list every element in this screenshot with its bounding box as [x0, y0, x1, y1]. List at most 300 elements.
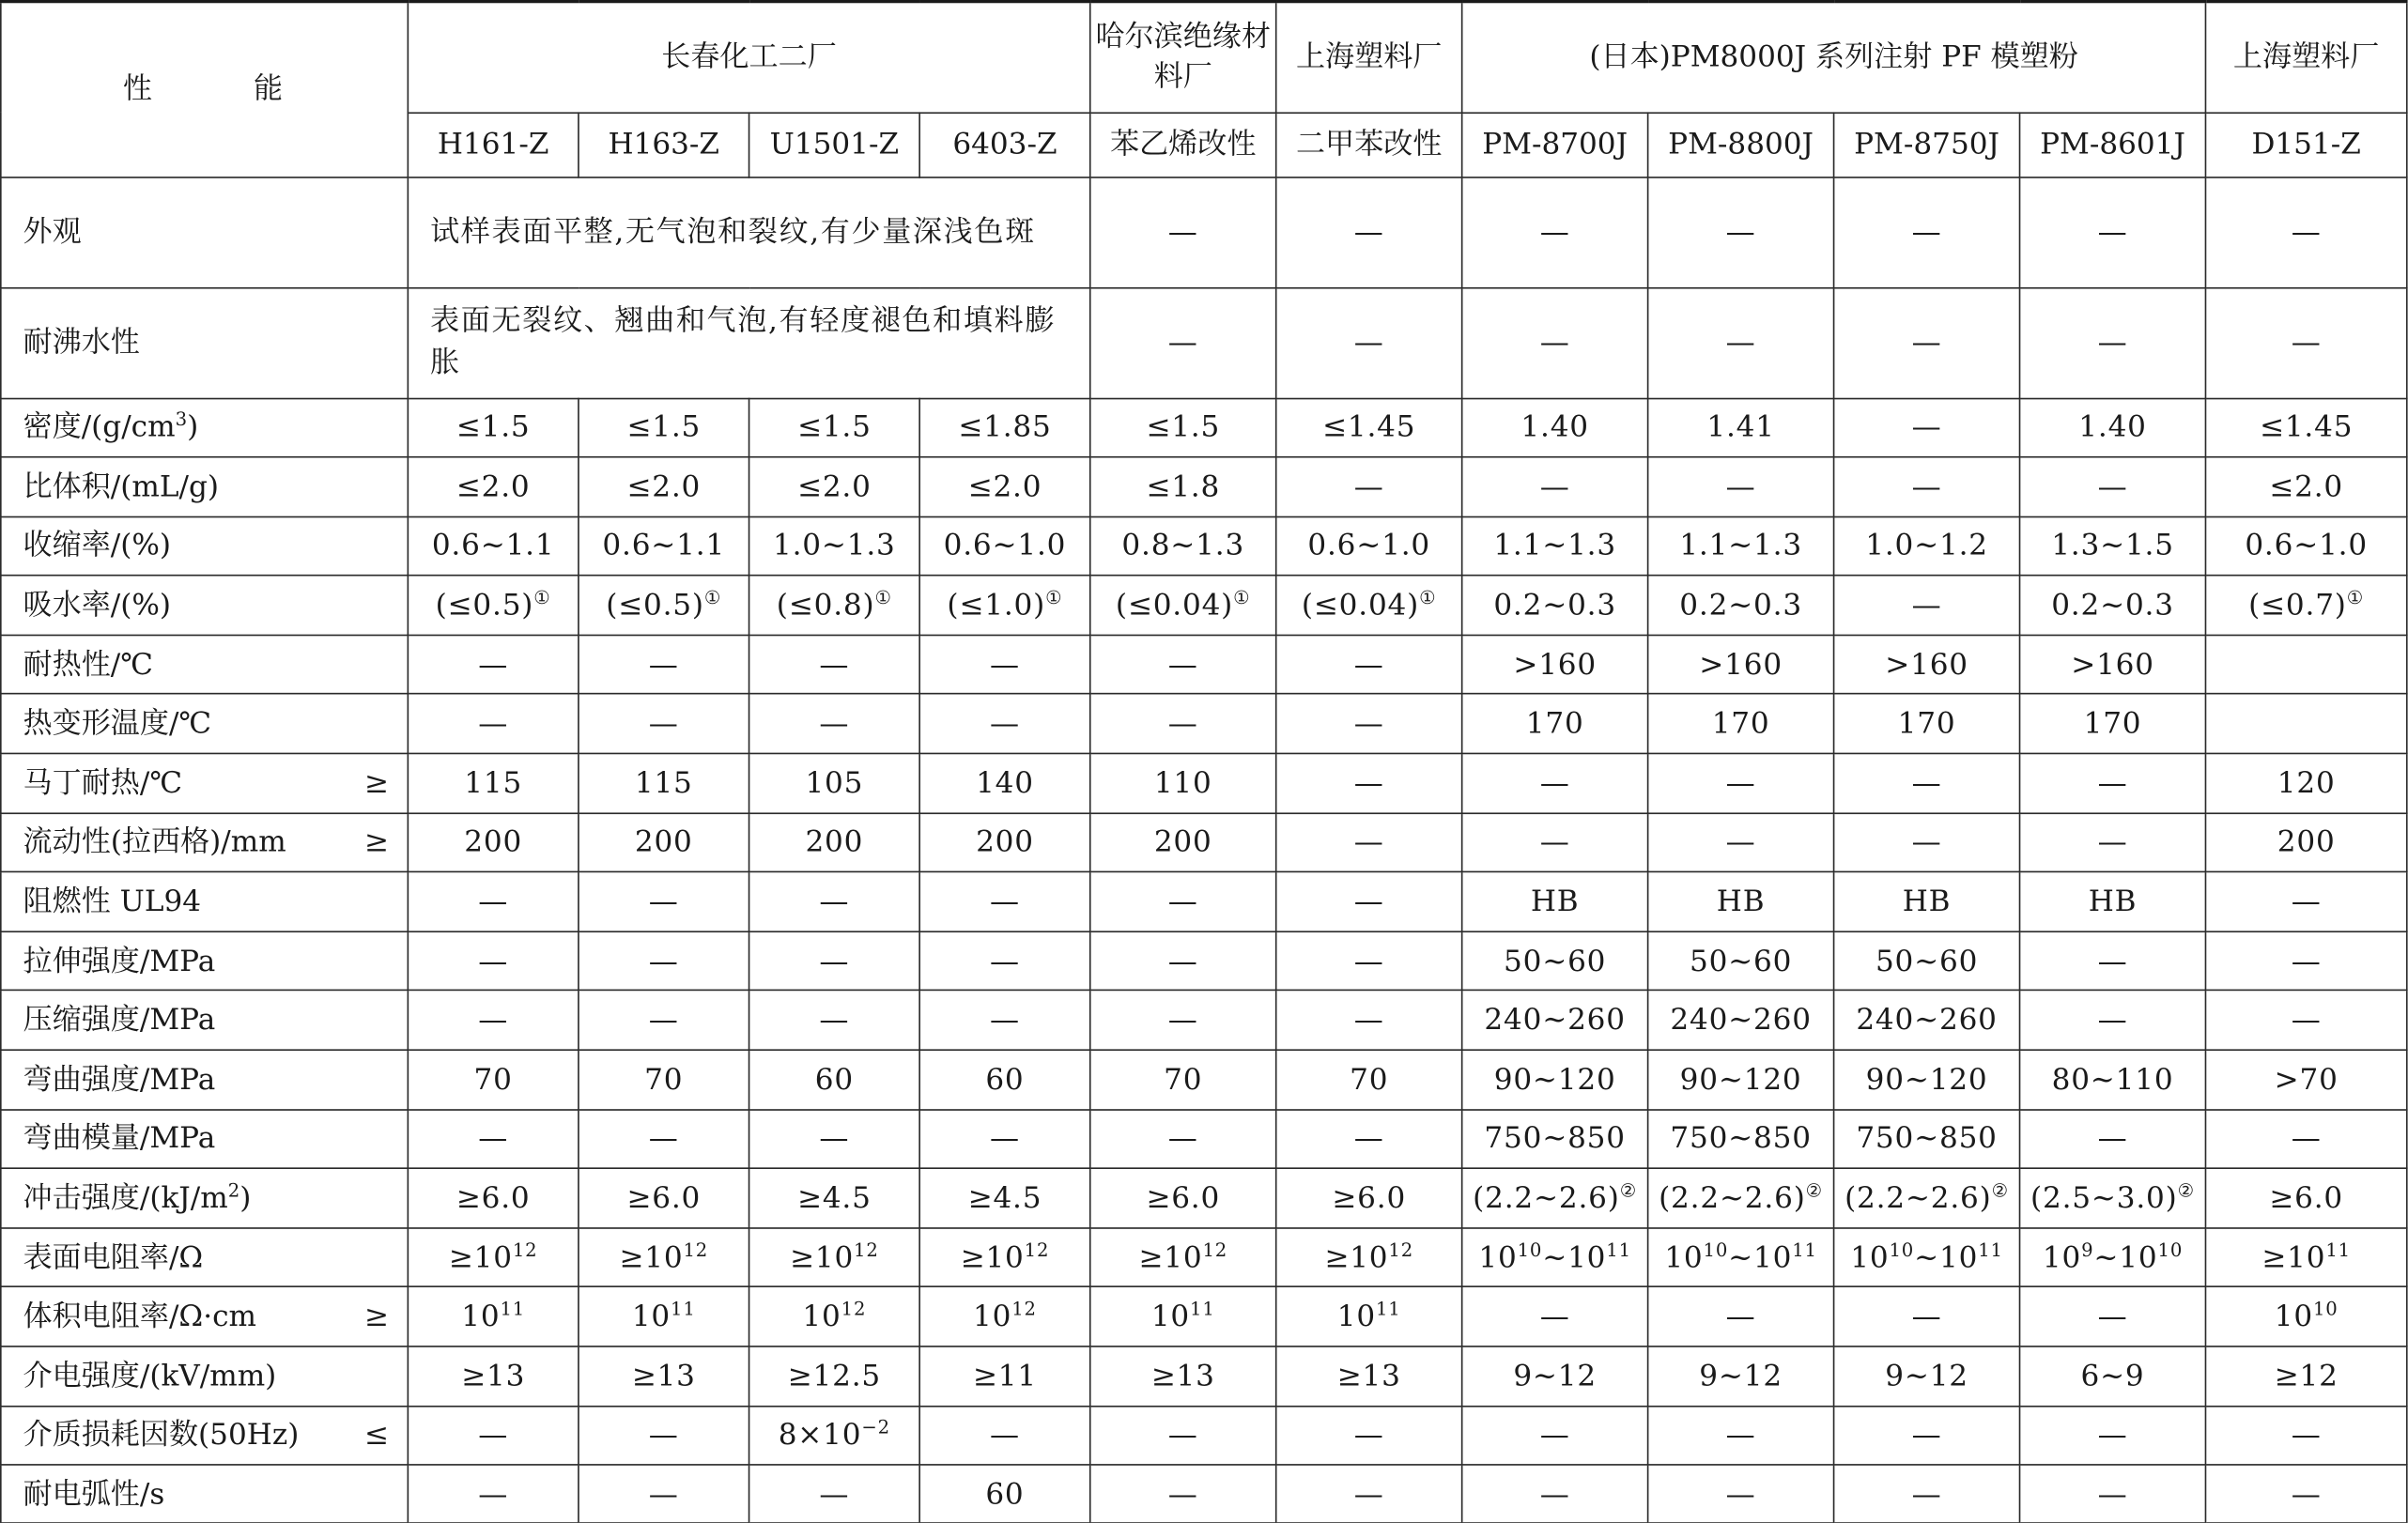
- value-cell: [1648, 1228, 1834, 1287]
- header-grade: PM-8601J: [2020, 112, 2206, 177]
- value-cell: HB: [2020, 872, 2206, 931]
- value-cell: [749, 576, 920, 635]
- property-name: 耐热性/℃: [23, 647, 154, 682]
- value-cell: >160: [1462, 635, 1648, 694]
- value-superscript: ②: [1619, 1179, 1638, 1202]
- property-name: 体积电阻率/Ω·cm: [23, 1300, 256, 1334]
- value-text: 10: [461, 1300, 501, 1334]
- value-superscript: ②: [1991, 1179, 2010, 1202]
- value-superscript: ①: [1419, 587, 1437, 608]
- value-cell: 0.8~1.3: [1090, 516, 1276, 576]
- value-superscript: 11: [1606, 1238, 1631, 1261]
- value-text: (2.2~2.6): [1845, 1181, 1992, 1216]
- header-grade: 6403-Z: [919, 112, 1090, 177]
- value-cell: [579, 576, 749, 635]
- value-superscript: ①: [533, 587, 551, 608]
- value-text: ~10: [1914, 1240, 1979, 1275]
- table-row: [1, 635, 2407, 694]
- value-text: ≥10: [789, 1240, 855, 1275]
- row-property-label: [1, 177, 409, 287]
- value-cell: ≤1.85: [919, 398, 1090, 457]
- value-cell: 170: [1648, 694, 1834, 753]
- value-cell: —: [2020, 813, 2206, 872]
- value-cell: 200: [408, 813, 579, 872]
- row-property-label: [1, 398, 409, 457]
- value-cell: —: [1276, 931, 1462, 991]
- value-cell: [1834, 1169, 2020, 1228]
- value-cell: —: [2020, 1406, 2206, 1465]
- value-cell: —: [1834, 1287, 2020, 1346]
- value-cell: —: [1834, 1465, 2020, 1523]
- value-cell: —: [1462, 754, 1648, 813]
- value-text: (2.2~2.6): [1659, 1181, 1806, 1216]
- table-row: [1, 576, 2407, 635]
- value-cell: —: [749, 872, 920, 931]
- property-name: 流动性(拉西格)/mm: [23, 825, 286, 860]
- value-cell: 0.2~0.3: [1648, 576, 1834, 635]
- comparison-sign: ≥: [363, 1300, 389, 1334]
- value-cell: [919, 1228, 1090, 1287]
- value-superscript: 12: [512, 1238, 538, 1261]
- value-cell: —: [1834, 457, 2020, 516]
- value-cell: 60: [919, 1050, 1090, 1109]
- header-property: 性 能: [1, 2, 409, 177]
- header-grade: U1501-Z: [749, 112, 920, 177]
- value-cell: ≥6.0: [1276, 1169, 1462, 1228]
- value-text: (≤0.5): [435, 588, 534, 623]
- value-superscript: ①: [703, 587, 722, 608]
- value-text: (≤0.04): [1115, 588, 1234, 623]
- value-cell: [2206, 576, 2407, 635]
- value-superscript: ②: [1805, 1179, 1824, 1202]
- value-cell: [1462, 1169, 1648, 1228]
- value-cell: —: [1090, 287, 1276, 398]
- value-cell: 240~260: [1648, 991, 1834, 1050]
- property-unit-exponent: 3: [175, 408, 188, 431]
- property-name: 热变形温度/℃: [23, 706, 212, 741]
- value-cell: —: [579, 694, 749, 753]
- value-cell: —: [1648, 177, 1834, 287]
- value-cell: —: [749, 1109, 920, 1168]
- property-name: 介质损耗因数(50Hz): [23, 1418, 300, 1453]
- value-cell: ≥13: [408, 1346, 579, 1406]
- value-cell: —: [919, 931, 1090, 991]
- value-cell: —: [2206, 872, 2407, 931]
- table-row: [1, 991, 2407, 1050]
- value-cell: —: [2206, 991, 2407, 1050]
- property-name: 阻燃性 UL94: [23, 885, 202, 919]
- value-cell: 750~850: [1648, 1109, 1834, 1168]
- property-name: 吸水率/(%): [23, 588, 172, 623]
- value-cell: —: [2020, 457, 2206, 516]
- comparison-sign: ≤: [363, 1418, 389, 1453]
- value-cell: [2020, 1228, 2206, 1287]
- value-cell: 240~260: [1462, 991, 1648, 1050]
- value-cell: 50~60: [1648, 931, 1834, 991]
- value-cell: —: [1462, 1465, 1648, 1523]
- value-cell: —: [1462, 813, 1648, 872]
- property-name: 耐沸水性: [23, 325, 140, 360]
- property-name: 弯曲模量/MPa: [23, 1121, 216, 1156]
- value-cell: ≥6.0: [1090, 1169, 1276, 1228]
- value-cell: —: [1276, 872, 1462, 931]
- value-cell: —: [1648, 754, 1834, 813]
- value-text: 10: [631, 1300, 671, 1334]
- value-cell: [1276, 576, 1462, 635]
- value-superscript: ①: [1233, 587, 1251, 608]
- value-cell: ≤1.5: [579, 398, 749, 457]
- value-cell: —: [2020, 177, 2206, 287]
- value-cell: —: [1834, 1406, 2020, 1465]
- value-cell: >160: [2020, 635, 2206, 694]
- value-cell: 1.3~1.5: [2020, 516, 2206, 576]
- header-grade: H163-Z: [579, 112, 749, 177]
- value-cell: [408, 1228, 579, 1287]
- value-cell: —: [1090, 1465, 1276, 1523]
- value-cell: —: [749, 1465, 920, 1523]
- value-cell: 110: [1090, 754, 1276, 813]
- value-cell: [2206, 635, 2407, 694]
- value-cell: 0.2~0.3: [2020, 576, 2206, 635]
- value-cell: 80~110: [2020, 1050, 2206, 1109]
- value-superscript: ①: [874, 587, 892, 608]
- value-text: (≤1.0): [947, 588, 1046, 623]
- value-cell: 1.41: [1648, 398, 1834, 457]
- value-cell: —: [408, 1465, 579, 1523]
- value-cell: —: [749, 694, 920, 753]
- value-cell: 170: [2020, 694, 2206, 753]
- value-cell: ≥4.5: [919, 1169, 1090, 1228]
- property-name: 密度/(g/cm: [23, 410, 176, 445]
- table-row: [1, 398, 2407, 457]
- value-cell: —: [579, 872, 749, 931]
- value-text: 10: [1850, 1240, 1890, 1275]
- value-cell: —: [1090, 694, 1276, 753]
- value-cell: ≥12.5: [749, 1346, 920, 1406]
- property-name: 表面电阻率/Ω: [23, 1240, 204, 1275]
- value-cell: [2206, 694, 2407, 753]
- value-cell: —: [2206, 931, 2407, 991]
- value-cell: —: [1276, 694, 1462, 753]
- value-cell: 200: [579, 813, 749, 872]
- value-cell: ≥13: [1090, 1346, 1276, 1406]
- value-cell: —: [1090, 635, 1276, 694]
- value-cell: [749, 1406, 920, 1465]
- header-group-harbin: 哈尔滨绝缘材料厂: [1090, 2, 1276, 113]
- value-cell: 0.2~0.3: [1462, 576, 1648, 635]
- header-grade: 二甲苯改性: [1276, 112, 1462, 177]
- value-cell: —: [1462, 1406, 1648, 1465]
- row-property-label: [1, 694, 409, 753]
- value-cell: —: [1834, 576, 2020, 635]
- row-property-label: [1, 576, 409, 635]
- value-cell: —: [1462, 177, 1648, 287]
- row-property-label: [1, 1169, 409, 1228]
- value-superscript: 12: [683, 1238, 709, 1261]
- value-cell: 6~9: [2020, 1346, 2206, 1406]
- value-cell: 1.1~1.3: [1648, 516, 1834, 576]
- value-cell: —: [1276, 635, 1462, 694]
- value-cell: [919, 1287, 1090, 1346]
- value-text: ~10: [2093, 1240, 2158, 1275]
- value-superscript: ①: [1045, 587, 1063, 608]
- value-text: ≥10: [960, 1240, 1025, 1275]
- value-text: 10: [1664, 1240, 1704, 1275]
- value-cell: —: [1462, 1287, 1648, 1346]
- value-cell: [2020, 1169, 2206, 1228]
- value-cell: ≤2.0: [2206, 457, 2407, 516]
- value-cell: —: [2206, 1406, 2407, 1465]
- comparison-sign: ≥: [363, 825, 389, 860]
- value-text: 10: [1336, 1300, 1376, 1334]
- value-cell: 200: [919, 813, 1090, 872]
- table-row: [1, 1406, 2407, 1465]
- value-cell: ≤2.0: [408, 457, 579, 516]
- value-cell: [1462, 1228, 1648, 1287]
- value-cell: —: [919, 694, 1090, 753]
- value-cell: 1.40: [2020, 398, 2206, 457]
- value-superscript: 10: [1889, 1238, 1915, 1261]
- property-name: 冲击强度/(kJ/m: [23, 1181, 228, 1216]
- value-cell: —: [749, 991, 920, 1050]
- row-property-label: [1, 635, 409, 694]
- table-row: [1, 287, 2407, 398]
- merged-description-cell: 表面无裂纹、翘曲和气泡,有轻度褪色和填料膨胀: [408, 287, 1089, 398]
- value-superscript: 9: [2081, 1238, 2094, 1261]
- value-text: ≥10: [1324, 1240, 1389, 1275]
- table-row: [1, 931, 2407, 991]
- value-superscript: 12: [841, 1298, 867, 1320]
- table-row: [1, 754, 2407, 813]
- value-cell: ≤1.5: [749, 398, 920, 457]
- value-cell: 200: [2206, 813, 2407, 872]
- property-name: 比体积/(mL/g): [23, 469, 220, 504]
- value-cell: 60: [919, 1465, 1090, 1523]
- value-cell: —: [1276, 1465, 1462, 1523]
- header-group-shanghai-1: 上海塑料厂: [1276, 2, 1462, 113]
- value-superscript: 10: [2157, 1238, 2184, 1261]
- value-text: (2.5~3.0): [2030, 1181, 2178, 1216]
- row-property-label: [1, 1287, 409, 1346]
- value-cell: ≥11: [919, 1346, 1090, 1406]
- value-cell: 1.40: [1462, 398, 1648, 457]
- value-superscript: 10: [1517, 1238, 1543, 1261]
- header-row-groups: [1, 2, 2407, 113]
- value-superscript: −2: [861, 1417, 890, 1438]
- row-property-label: [1, 1465, 409, 1523]
- value-cell: —: [919, 1406, 1090, 1465]
- value-cell: —: [1648, 1465, 1834, 1523]
- value-superscript: 12: [1011, 1298, 1037, 1320]
- value-cell: [579, 1228, 749, 1287]
- value-cell: —: [1090, 931, 1276, 991]
- value-cell: —: [408, 635, 579, 694]
- value-cell: 9~12: [1462, 1346, 1648, 1406]
- header-grade: PM-8750J: [1834, 112, 2020, 177]
- row-property-label: [1, 754, 409, 813]
- value-cell: —: [408, 1109, 579, 1168]
- value-cell: —: [1834, 398, 2020, 457]
- value-cell: —: [1648, 287, 1834, 398]
- row-property-label: [1, 1050, 409, 1109]
- property-name: 马丁耐热/℃: [23, 766, 183, 801]
- value-text: 10: [2274, 1300, 2313, 1334]
- value-cell: [919, 576, 1090, 635]
- value-cell: ≥6.0: [408, 1169, 579, 1228]
- table-row: [1, 694, 2407, 753]
- value-cell: 70: [1090, 1050, 1276, 1109]
- value-cell: —: [1648, 813, 1834, 872]
- row-property-label: [1, 287, 409, 398]
- value-cell: 50~60: [1834, 931, 2020, 991]
- value-cell: —: [749, 931, 920, 991]
- value-cell: ≥13: [1276, 1346, 1462, 1406]
- merged-description-cell: 试样表面平整,无气泡和裂纹,有少量深浅色斑: [408, 177, 1089, 287]
- value-cell: 170: [1834, 694, 2020, 753]
- value-cell: 70: [579, 1050, 749, 1109]
- property-unit-tail: ): [187, 410, 199, 445]
- value-text: (≤0.5): [606, 588, 704, 623]
- row-property-label: [1, 457, 409, 516]
- value-cell: [1834, 1228, 2020, 1287]
- value-cell: 60: [749, 1050, 920, 1109]
- value-cell: —: [408, 872, 579, 931]
- table-row: [1, 457, 2407, 516]
- value-cell: —: [1276, 177, 1462, 287]
- value-cell: —: [2020, 1465, 2206, 1523]
- value-superscript: 10: [1703, 1238, 1729, 1261]
- value-cell: —: [408, 931, 579, 991]
- value-cell: HB: [1834, 872, 2020, 931]
- value-cell: 0.6~1.1: [579, 516, 749, 576]
- value-text: ~10: [1542, 1240, 1607, 1275]
- value-cell: —: [1462, 287, 1648, 398]
- property-unit-exponent: 2: [227, 1179, 240, 1202]
- value-text: ~10: [1728, 1240, 1793, 1275]
- value-cell: —: [2020, 1109, 2206, 1168]
- property-name: 收缩率/(%): [23, 529, 172, 563]
- value-cell: —: [1648, 1287, 1834, 1346]
- value-cell: [1090, 1287, 1276, 1346]
- property-name: 压缩强度/MPa: [23, 1003, 216, 1038]
- value-text: 10: [2042, 1240, 2082, 1275]
- value-cell: —: [1276, 813, 1462, 872]
- value-text: 10: [802, 1300, 841, 1334]
- value-text: ≥10: [619, 1240, 684, 1275]
- row-property-label: [1, 931, 409, 991]
- value-cell: —: [2020, 1287, 2206, 1346]
- value-cell: ≥6.0: [2206, 1169, 2407, 1228]
- value-cell: 200: [749, 813, 920, 872]
- value-text: ≥10: [448, 1240, 513, 1275]
- value-cell: ≤1.5: [1090, 398, 1276, 457]
- row-property-label: [1, 516, 409, 576]
- value-cell: —: [1834, 813, 2020, 872]
- value-cell: —: [2020, 754, 2206, 813]
- value-cell: 115: [579, 754, 749, 813]
- value-superscript: ①: [2346, 587, 2365, 608]
- property-name: 介电强度/(kV/mm): [23, 1359, 277, 1393]
- row-property-label: [1, 813, 409, 872]
- value-cell: —: [1834, 287, 2020, 398]
- value-cell: —: [1276, 991, 1462, 1050]
- value-cell: —: [749, 635, 920, 694]
- value-superscript: 10: [2312, 1298, 2339, 1320]
- row-property-label: [1, 872, 409, 931]
- value-cell: ≥13: [579, 1346, 749, 1406]
- value-cell: —: [579, 931, 749, 991]
- value-cell: —: [1090, 872, 1276, 931]
- value-cell: [2206, 1228, 2407, 1287]
- value-cell: —: [2206, 287, 2407, 398]
- value-cell: —: [1462, 457, 1648, 516]
- value-superscript: 11: [2325, 1238, 2352, 1261]
- value-cell: ≥12: [2206, 1346, 2407, 1406]
- value-cell: ≤2.0: [749, 457, 920, 516]
- value-cell: —: [1276, 1406, 1462, 1465]
- value-cell: —: [1276, 1109, 1462, 1168]
- row-property-label: [1, 1109, 409, 1168]
- value-cell: 90~120: [1648, 1050, 1834, 1109]
- value-cell: [2206, 1287, 2407, 1346]
- value-cell: [408, 1287, 579, 1346]
- table-row: [1, 1228, 2407, 1287]
- row-property-label: [1, 1346, 409, 1406]
- value-cell: —: [2020, 931, 2206, 991]
- value-cell: ≤2.0: [579, 457, 749, 516]
- value-superscript: 11: [1978, 1238, 2003, 1261]
- value-cell: ≥6.0: [579, 1169, 749, 1228]
- value-text: ≥10: [2261, 1240, 2326, 1275]
- value-cell: —: [408, 694, 579, 753]
- table-row: [1, 1465, 2407, 1523]
- value-cell: —: [1834, 177, 2020, 287]
- value-cell: ≤1.8: [1090, 457, 1276, 516]
- value-text: (≤0.7): [2248, 588, 2347, 623]
- value-cell: HB: [1648, 872, 1834, 931]
- value-cell: 0.6~1.0: [1276, 516, 1462, 576]
- value-text: 10: [1478, 1240, 1518, 1275]
- property-name: 拉伸强度/MPa: [23, 944, 216, 978]
- value-cell: —: [1090, 177, 1276, 287]
- value-cell: —: [919, 635, 1090, 694]
- value-cell: —: [2206, 1109, 2407, 1168]
- table-row: [1, 177, 2407, 287]
- value-cell: >70: [2206, 1050, 2407, 1109]
- value-cell: 1.1~1.3: [1462, 516, 1648, 576]
- value-cell: 70: [408, 1050, 579, 1109]
- value-cell: [1090, 1228, 1276, 1287]
- value-cell: [1276, 1287, 1462, 1346]
- value-cell: 750~850: [1462, 1109, 1648, 1168]
- value-cell: [408, 576, 579, 635]
- value-superscript: 12: [854, 1238, 879, 1261]
- value-cell: ≥4.5: [749, 1169, 920, 1228]
- value-cell: —: [1648, 457, 1834, 516]
- value-cell: HB: [1462, 872, 1648, 931]
- value-superscript: 12: [1388, 1238, 1414, 1261]
- value-cell: 105: [749, 754, 920, 813]
- value-cell: 1.0~1.2: [1834, 516, 2020, 576]
- value-superscript: 11: [1792, 1238, 1817, 1261]
- value-cell: 90~120: [1462, 1050, 1648, 1109]
- property-name: 外观: [23, 215, 82, 250]
- value-superscript: 11: [1375, 1298, 1401, 1320]
- value-cell: —: [919, 1109, 1090, 1168]
- value-cell: [749, 1287, 920, 1346]
- value-cell: 170: [1462, 694, 1648, 753]
- table-body: [1, 177, 2407, 1523]
